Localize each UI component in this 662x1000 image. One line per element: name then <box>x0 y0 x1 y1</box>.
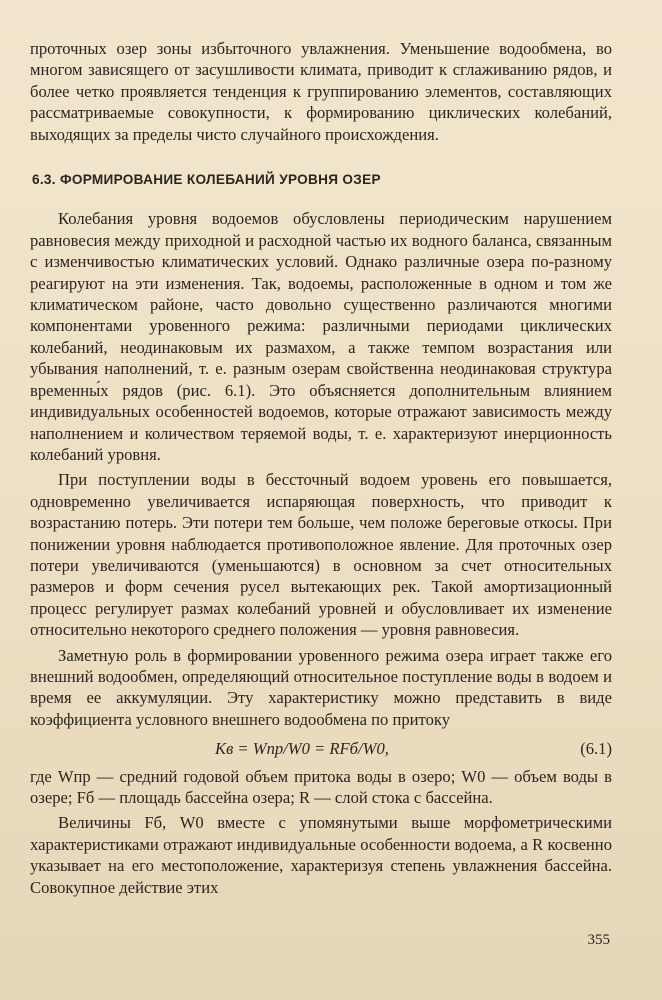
paragraph-level-fluctuations: Колебания уровня водоемов обусловлены периодическим нарушением равновесия между приходной и расходной частью их водного баланса, связанным с изменчивостью климатических условий. Однако различные озера по-разному реагируют на эти изменения. Так, водоемы, расположенные в одном и том же климатическом районе, часто довольно существенно различаются многими компонентами уровенного режима: различными периодами циклических колебаний, неодинаковым их размахом, а также темпом возрастания или убывания наполнений, т. е. разным озерам свойственна неодинаковая структура временны́х рядов (рис. 6.1). Это объясняется дополнительным влиянием индивидуальных особенностей водоемов, которые отражают зависимость между наполнением и количеством теряемой воды, т. е. характеризуют инерционность колебаний уровня. <box>30 209 612 464</box>
formula-expression: Kв = Wпр/W0 = RFб/W0, <box>215 739 389 759</box>
top-paragraph: проточных озер зоны избыточного увлажнения. Уменьшение водообмена, во многом зависящего от засушливости климата, приводит к сглаживанию рядов, и более четко проявляется тенденция к группированию элементов, составляющих рассматриваемые совокупности, к формированию циклических колебаний, выходящих за пределы чисто случайного происхождения. <box>30 39 612 144</box>
page-number: 355 <box>587 932 610 948</box>
formula-number: (6.1) <box>580 739 612 759</box>
formula-6-1 <box>30 738 612 759</box>
paragraph-water-exchange: Заметную роль в формировании уровенного режима озера играет также его внешний водообмен, определяющий относительное поступление воды в водоем и время ее аккумуляции. Эту характеристику можно представить в виде коэффициента условного внешнего водообмена по притоку <box>30 645 612 729</box>
section-heading: 6.3. ФОРМИРОВАНИЕ КОЛЕБАНИЙ УРОВНЯ ОЗЕР <box>32 172 381 188</box>
page-content <box>30 38 612 898</box>
paragraph-morphometry: Величины Fб, W0 вместе с упомянутыми выше морфометрическими характеристиками отражают индивидуальные особенности водоема, а R косвенно указывает на его местоположение, характеризуя степень увлажнения бассейна. Совокупное действие этих <box>30 813 612 897</box>
paragraph-water-inflow: При поступлении воды в бессточный водоем уровень его повышается, одновременно увеличивается испаряющая поверхность, что приводит к возрастанию потерь. Эти потери тем больше, чем положе береговые откосы. При понижении уровня наблюдается противоположное явление. Для проточных озер потери увеличиваются (уменьшаются) в основном за счет относительных размеров и форм сечения русел вытекающих рек. Такой амортизационный процесс регулирует размах колебаний уровней и обусловливает их изменение относительно некоторого среднего положения — уровня равновесия. <box>30 470 612 640</box>
paragraph-notation: где Wпр — средний годовой объем притока воды в озеро; W0 — объем воды в озере; Fб — площадь бассейна озера; R — слой стока с бассейна. <box>30 766 612 807</box>
